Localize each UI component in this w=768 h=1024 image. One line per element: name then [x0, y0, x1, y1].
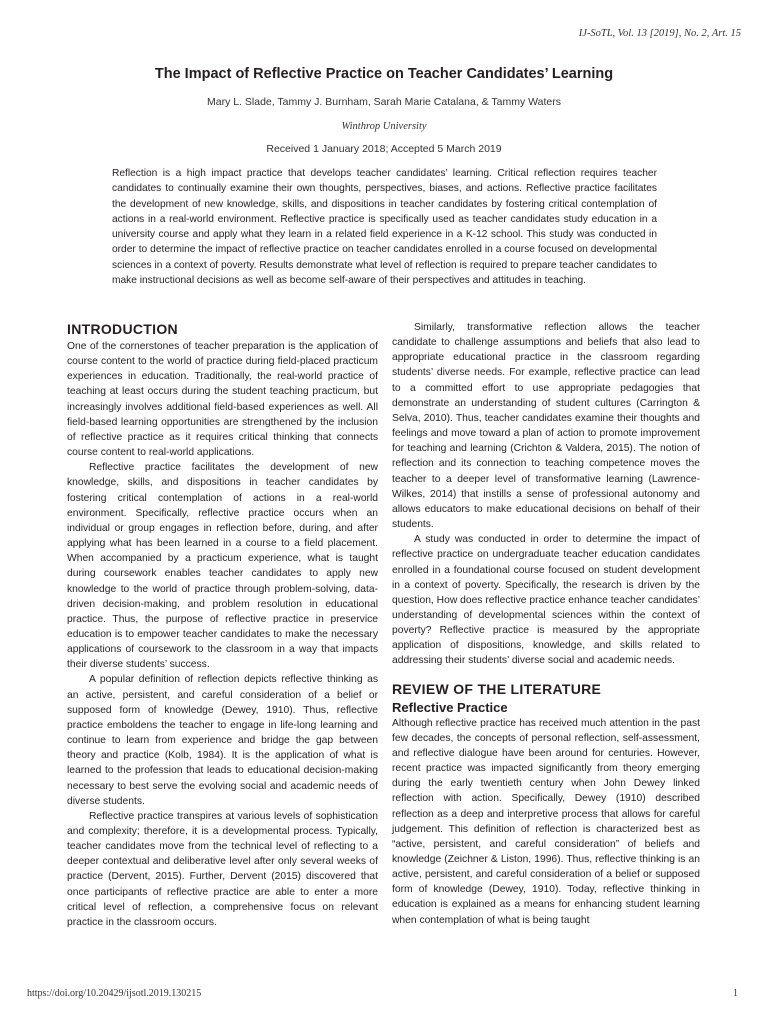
intro-paragraph: A study was conducted in order to determine the impact of reflective practice on undergraduate teacher education candidates enrolled in a foundational course focused on student development in a context of poverty. Specifically, the research is driven by the question, How does reflective practice enhance teacher candidates’ understanding of developmental sciences within the context of poverty? Reflective practice is measured by the appropriate application of dispositions, knowledge, and skills related to addressing their students’ diverse social and academic needs. [392, 534, 700, 667]
intro-paragraph: One of the cornerstones of teacher preparation is the application of course content to the world of practice during field-placed practicum experiences in education. Traditionally, the real-world practice of teaching at least occurs during the student teaching practicum, but increasingly involves additional field-based experiences as well. All field-based learning opportunities are strengthened by the inclusion of reflective practice as it requires critical thinking that connects course content to real-world applications. [67, 341, 378, 459]
left-column [67, 320, 378, 930]
introduction-heading: INTRODUCTION [67, 321, 178, 337]
right-column [392, 320, 700, 928]
author-affiliation: Winthrop University [341, 121, 427, 132]
literature-review-heading: REVIEW OF THE LITERATURE [392, 680, 602, 697]
article-authors: Mary L. Slade, Tammy J. Burnham, Sarah Marie Catalana, & Tammy Waters [206, 96, 562, 108]
abstract: Reflection is a high impact practice that develops teacher candidates’ learning. Critical reflection requires teacher candidates to continually examine their own thoughts, perspectives, biases, and actions. Reflective practice facilitates the development of new knowledge, skills, and dispositions in teacher candidates by fostering critical contemplation of actions in a real-world environment. Reflective practice is specifically used as teacher candidates study education in a university course and apply what they learn in a related field experience in a K-12 school. This study was conducted in order to determine the impact of reflective practice on teacher candidates enrolled in a course focused on developmental sciences in a context of poverty. Results demonstrate what level of reflection is required to prepare teacher candidates to make instructional decisions as well as become self-aware of their perspectives and attitudes in teaching. [112, 168, 657, 287]
page-number: 1 [733, 988, 738, 999]
intro-paragraph: Reflective practice transpires at various levels of sophistication and complexity; therefore, it is a developmental process. Typically, teacher candidates move from the technical level of reflecting to a deeper contextual and deliberative level after only several weeks of practice (Dervent, 2015). Further, Dervent (2015) discovered that once participants of reflective practice are able to enter a more critical level of reflection, a comprehensive focus on relevant practice in the classroom occurs. [67, 810, 378, 928]
intro-paragraph: Reflective practice facilitates the development of new knowledge, skills, and dispositions in teacher candidates by fostering critical contemplation of actions in a real-world environment. Specifically, reflective practice occurs when an individual or group engages in reflection before, during, and after applying what has been learned in a course to a field placement. When accompanied by a practicum experience, what is taught during coursework enables teacher candidates to apply new knowledge to the world of practice through problem-solving, data-driven decision-making, and problem resolution in educational practice. Thus, the purpose of reflective practice in preservice education is to empower teacher candidates to make the necessary applications of coursework to the classroom in a way that impacts their diverse students’ success. [67, 462, 378, 671]
received-dates: Received 1 January 2018; Accepted 5 March 2019 [266, 143, 502, 155]
intro-paragraph: Similarly, transformative reflection allows the teacher candidate to challenge assumptions and beliefs that also lead to appropriate educational practice in the classroom regarding students’ diverse needs. For example, reflective practice can lead to a committed effort to use appropriate pedagogies that demonstrate an understanding of student cultures (Carrington & Selva, 2010). Thus, teacher candidates examine their thoughts and feelings and move toward a plan of action to promote improvement for teaching and learning (Crichton & Valdera, 2015). The notion of reflection and its connection to teaching competence moves the teacher to a deeper level of transformative learning (Lawrence-Wilkes, 2014) that instills a sense of professional autonomy and allows educators to make educational decisions on behalf of their students. [392, 322, 700, 531]
reflective-practice-subheading: Reflective Practice [392, 699, 508, 715]
review-paragraph: Although reflective practice has received much attention in the past few decades, the concepts of personal reflection, self-assessment, and reflective dialogue have been around for centuries. However, recent practice was impacted significantly from theory emerging during the early twentieth century when John Dewey linked reflection with action. Specifically, Dewey (1910) described reflection as a deep and interpretive process that allows for careful judgement. This definition of reflection is characterized best as “active, persistent, and careful consideration” of beliefs and knowledge (Zeichner & Liston, 1996). Thus, reflective thinking is an active, persistent, and careful consideration of a belief or supposed form of knowledge (Dewey, 1910). Today, reflective thinking in education is explained as a means for enhancing student learning when contemplation of what is being taught [392, 717, 700, 926]
doi-link[interactable]: https://doi.org/10.20429/ijsotl.2019.130215 [27, 988, 202, 999]
journal-reference: IJ-SoTL, Vol. 13 [2019], No. 2, Art. 15 [578, 28, 741, 39]
article-title: The Impact of Reflective Practice on Teacher Candidates’ Learning [154, 66, 614, 82]
intro-paragraph: A popular definition of reflection depicts reflective thinking as an active, persistent, and careful consideration of a belief or supposed form of knowledge (Dewey, 1910). Thus, reflective practice emboldens the teacher to engage in life-long learning and continue to learn from experience and bridge the gap between theory and practice (Kolb, 1984). It is the application of what is learned to the profession that leads to educational decision-making necessary to best serve the evolving social and academic needs of diverse students. [67, 674, 378, 807]
